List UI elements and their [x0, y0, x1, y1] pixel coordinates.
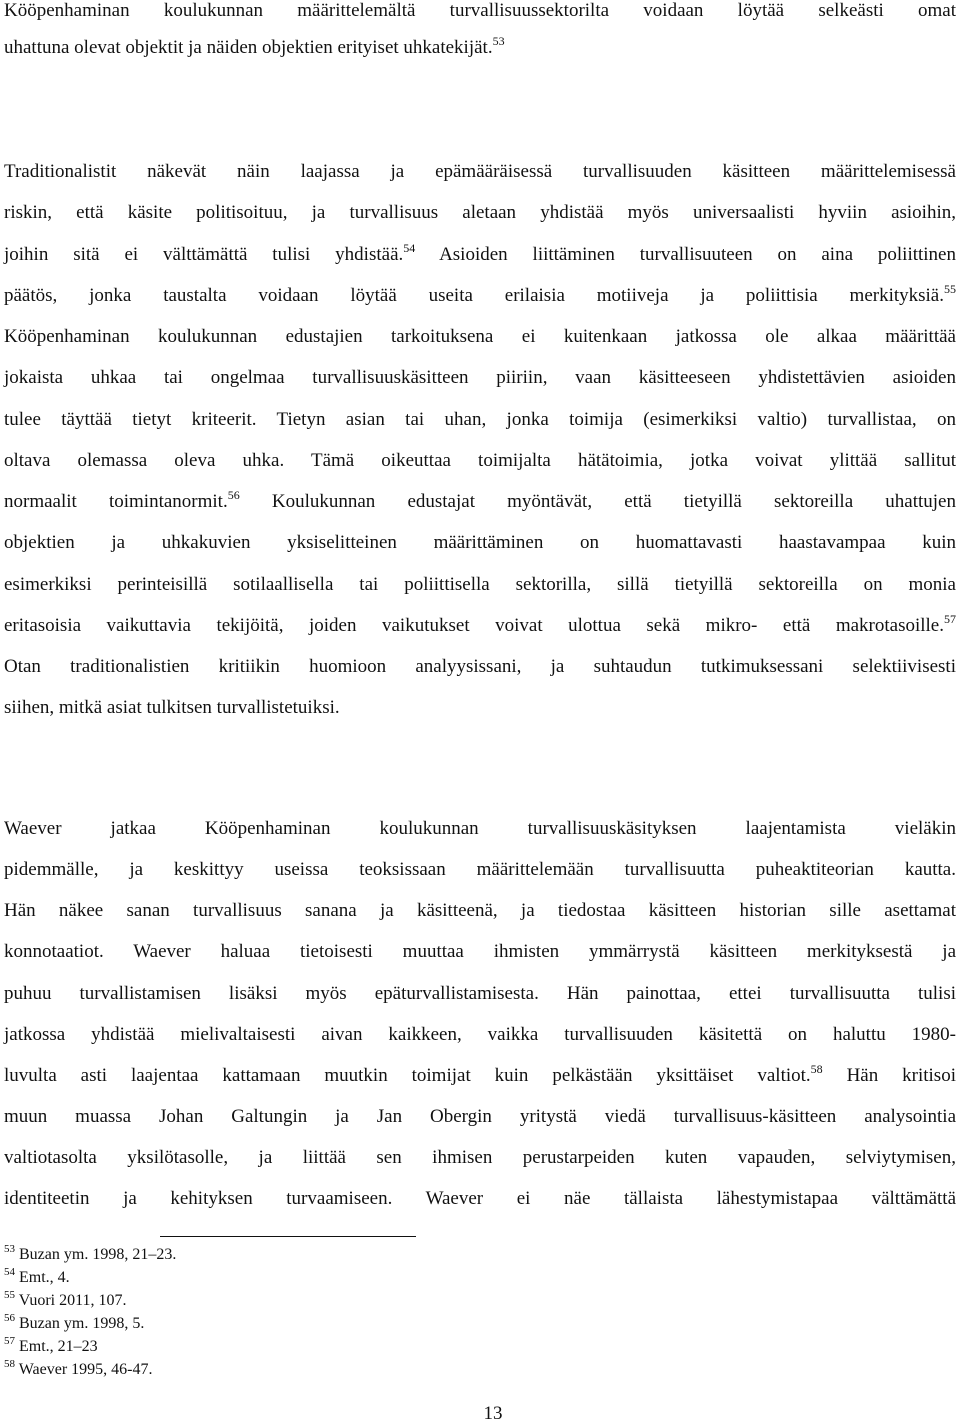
paragraph-3-line-5: puhuu turvallistamisen lisäksi myös epäturvallistamisesta. Hän painottaa, ettei turvallisuutta tulisi	[4, 983, 956, 1004]
paragraph-2-line-6: jokaista uhkaa tai ongelmaa turvallisuuskäsitteen piiriin, vaan käsitteeseen yhdistettävien asioiden	[4, 367, 956, 388]
paragraph-2-line-5: Kööpenhaminan koulukunnan edustajien tarkoituksena ei kuitenkaan jatkossa ole alkaa määrittää	[4, 326, 956, 347]
paragraph-3-line-9: valtiotasolta yksilötasolle, ja liittää sen ihmisen perustarpeiden kuten vapauden, selviytymisen,	[4, 1147, 956, 1168]
paragraph-3-line-8: muun muassa Johan Galtungin ja Jan Obergin yritystä viedä turvallisuus-käsitteen analysointia	[4, 1106, 956, 1127]
paragraph-3-line-2: pidemmälle, ja keskittyy useissa teoksissaan määrittelemään turvallisuutta puheaktiteorian kautta.	[4, 859, 956, 880]
footnote-53: $^{53}$ Buzan ym. 1998, 21–23.	[4, 1243, 177, 1263]
footnote-54: $^{54}$ Emt., 4.	[4, 1266, 70, 1286]
paragraph-3-line-10: identiteetin ja kehityksen turvaamiseen. Waever ei näe tällaista lähestymistapaa välttämättä	[4, 1188, 956, 1209]
footnote-58: $^{58}$ Waever 1995, 46-47.	[4, 1358, 153, 1378]
footnote-57: $^{57}$ Emt., 21–23	[4, 1335, 98, 1355]
paragraph-2-line-13: Otan traditionalistien kritiikin huomioon analyysissani, ja suhtaudun tutkimuksessani selektiivisesti	[4, 656, 956, 677]
paragraph-1-line-1: Kööpenhaminan koulukunnan määrittelemältä turvallisuussektorilta voidaan löytää selkeästi omat	[4, 0, 956, 21]
footnote-ref-56[interactable]: 56	[227, 488, 240, 502]
footnote-ref-53[interactable]: 53	[492, 34, 505, 48]
footnote-ref-57[interactable]: 57	[944, 612, 956, 626]
paragraph-3-line-4: konnotaatiot. Waever haluaa tietoisesti muuttaa ihmisten ymmärrystä käsitteen merkityksestä ja	[4, 941, 956, 962]
paragraph-2-line-9: normaalit toimintanormit.$^{56}$ Koulukunnan edustajat myöntävät, että tietyillä sektoreilla uhattujen	[4, 488, 956, 512]
footnote-55: $^{55}$ Vuori 2011, 107.	[4, 1289, 127, 1309]
paragraph-1-line-2: uhattuna olevat objektit ja näiden objektien erityiset uhkatekijät.$^{53}$	[4, 34, 505, 58]
paragraph-3-line-3: Hän näkee sanan turvallisuus sanana ja käsitteenä, ja tiedostaa käsitteen historian sille asettamat	[4, 900, 956, 921]
paragraph-2-line-7: tulee täyttää tietyt kriteerit. Tietyn asian tai uhan, jonka toimija (esimerkiksi valtio) turvallistaa, on	[4, 409, 956, 430]
footnote-ref-55[interactable]: 55	[944, 282, 956, 296]
paragraph-2-line-3: joihin sitä ei välttämättä tulisi yhdistää.$^{54}$ Asioiden liittäminen turvallisuuteen on aina poliittinen	[4, 241, 956, 265]
footnote-ref-54[interactable]: 54	[403, 241, 416, 255]
paragraph-3-line-1: Waever jatkaa Kööpenhaminan koulukunnan turvallisuuskäsityksen laajentamista vieläkin	[4, 818, 956, 839]
paragraph-2-line-14: siihen, mitkä asiat tulkitsen turvallistetuiksi.	[4, 697, 340, 718]
paragraph-2-line-4: päätös, jonka taustalta voidaan löytää useita erilaisia motiiveja ja poliittisia merkityksiä.$^{55}$	[4, 282, 956, 306]
paragraph-2-line-12: eritasoisia vaikuttavia tekijöitä, joiden vaikutukset voivat ulottua sekä mikro- että makrotasoille.$^{57}$	[4, 612, 956, 636]
paragraph-3-line-7: luvulta asti laajentaa kattamaan muutkin toimijat kuin pelkästään yksittäiset valtiot.$^{58}$ Hän kritisoi	[4, 1062, 956, 1086]
paragraph-2-line-10: objektien ja uhkakuvien yksiselitteinen määrittäminen on huomattavasti haastavampaa kuin	[4, 532, 956, 553]
paragraph-2-line-2: riskin, että käsite politisoituu, ja turvallisuus aletaan yhdistää myös universaalisti hyviin asioihin,	[4, 202, 956, 223]
paragraph-2-line-1: Traditionalistit näkevät näin laajassa ja epämääräisessä turvallisuuden käsitteen määrittelemisessä	[4, 161, 956, 182]
page-number: 13	[483, 1403, 503, 1424]
paragraph-2-line-11: esimerkiksi perinteisillä sotilaallisella tai poliittisella sektorilla, sillä tietyillä sektoreilla on monia	[4, 574, 956, 595]
footnote-separator	[160, 1236, 416, 1237]
paragraph-2-line-8: oltava olemassa oleva uhka. Tämä oikeuttaa toimijalta hätätoimia, jotka voivat ylittää sallitut	[4, 450, 956, 471]
footnote-56: $^{56}$ Buzan ym. 1998, 5.	[4, 1312, 145, 1332]
paragraph-3-line-6: jatkossa yhdistää mielivaltaisesti aivan kaikkeen, vaikka turvallisuuden käsitettä on haluttu 1980-	[4, 1024, 956, 1045]
footnote-ref-58[interactable]: 58	[810, 1062, 823, 1076]
